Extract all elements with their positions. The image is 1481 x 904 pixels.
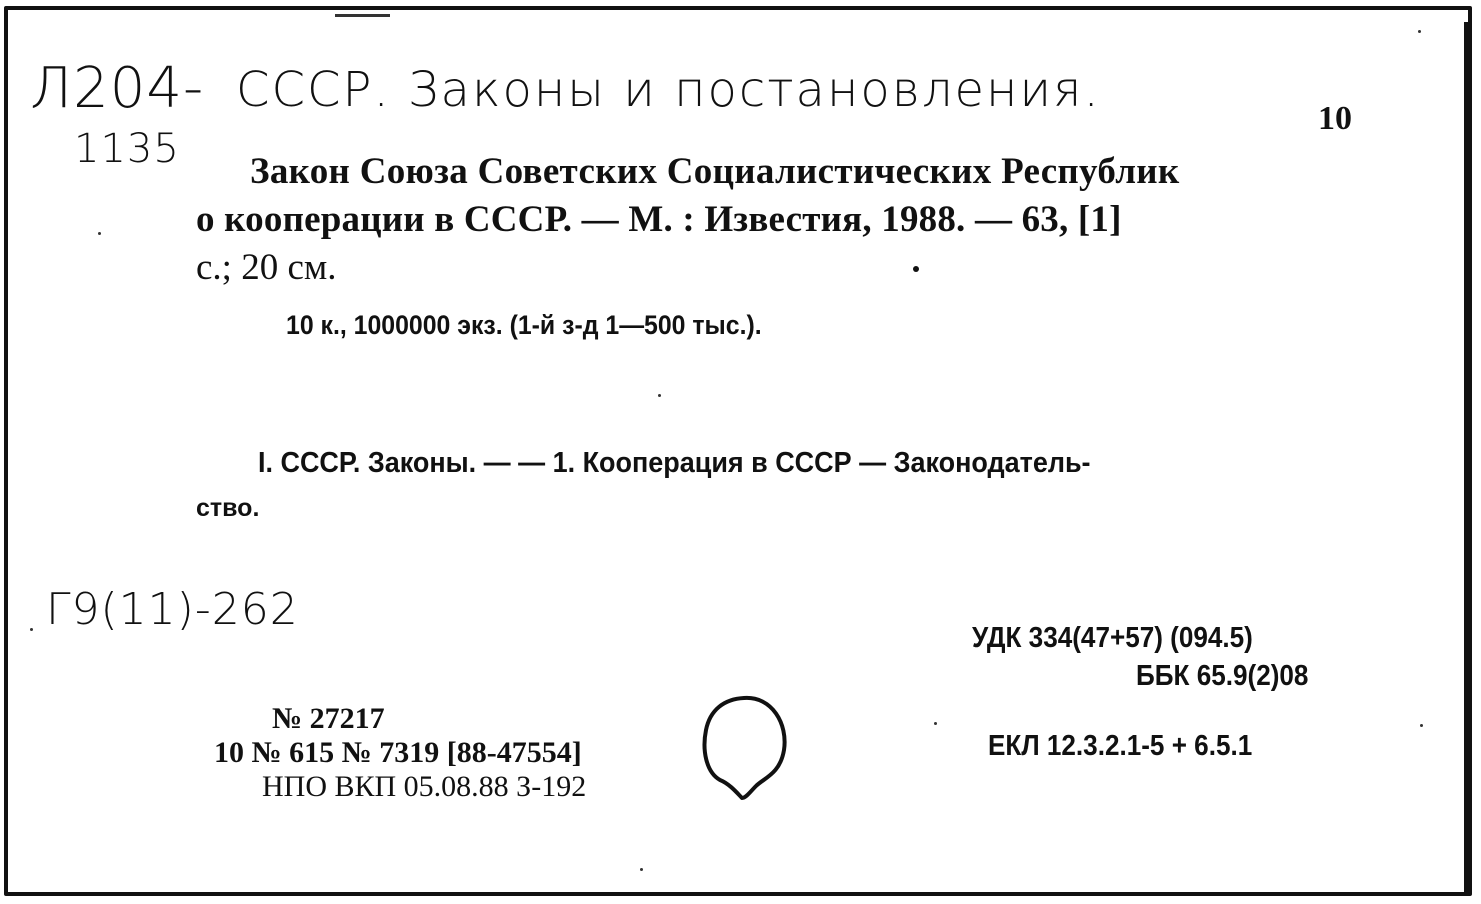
handwritten-call-number-top: Л204- bbox=[30, 56, 205, 121]
tracing-continuation: ство. bbox=[196, 494, 260, 522]
bbk-code: ББК 65.9(2)08 bbox=[1136, 660, 1309, 692]
handwritten-heading: СССР. Законы и постановления. bbox=[236, 62, 1101, 118]
speck bbox=[30, 628, 33, 631]
print-info-publisher: НПО ВКП 05.08.88 З-192 bbox=[262, 770, 587, 803]
ink-dot bbox=[913, 266, 919, 272]
handwritten-call-number-bottom: 1135 bbox=[74, 126, 180, 172]
top-mark bbox=[335, 14, 390, 17]
speck bbox=[640, 868, 643, 871]
price-print-run: 10 к., 1000000 экз. (1-й з-д 1—500 тыс.). bbox=[286, 310, 762, 340]
speck bbox=[98, 232, 101, 235]
print-info-order: 10 № 615 № 7319 [88-47554] bbox=[214, 736, 582, 769]
card-edge bbox=[1464, 22, 1470, 894]
ekl-code: ЕКЛ 12.3.2.1-5 + 6.5.1 bbox=[988, 730, 1253, 762]
tracing-line: I. СССР. Законы. — — 1. Кооперация в СССР — Законодатель- bbox=[258, 447, 1091, 479]
handwritten-classification: Г9(11)-262 bbox=[46, 584, 299, 635]
entry-title-line: Закон Союза Советских Социалистических Республик bbox=[250, 151, 1180, 192]
entry-imprint-line: о кооперации в СССР. — М. : Известия, 1988. — 63, [1] bbox=[196, 199, 1122, 240]
speck bbox=[1418, 30, 1421, 33]
speck bbox=[934, 722, 937, 725]
udk-code: УДК 334(47+57) (094.5) bbox=[972, 622, 1253, 654]
entry-extent-line: с.; 20 см. bbox=[196, 247, 337, 288]
stamp-outline-icon bbox=[700, 694, 788, 800]
speck bbox=[658, 394, 661, 397]
speck bbox=[1420, 724, 1423, 727]
card-number: 10 bbox=[1318, 100, 1352, 137]
print-info-number: № 27217 bbox=[272, 702, 385, 735]
